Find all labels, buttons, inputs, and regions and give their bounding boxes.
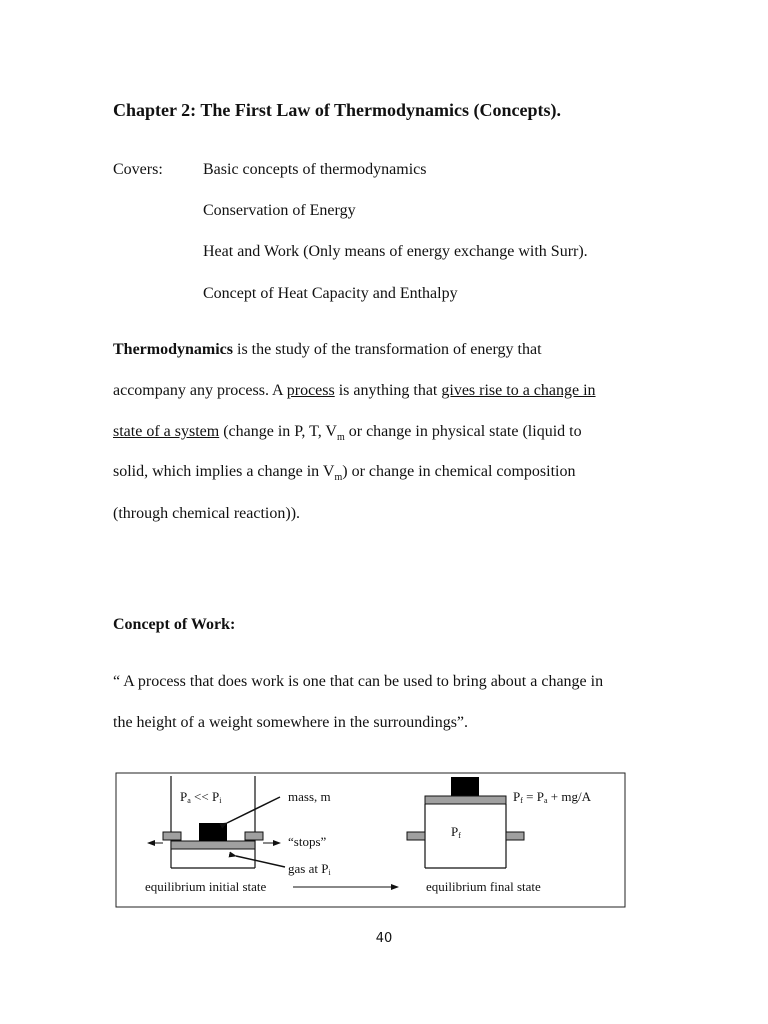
final-mass-block — [451, 777, 479, 796]
thermo-line-5: (through chemical reaction)). — [113, 505, 301, 522]
thermo-text: accompany any process. A — [113, 382, 287, 399]
thermo-term: Thermodynamics — [113, 341, 233, 358]
change-phrase: gives rise to a change in — [441, 382, 596, 399]
state-phrase: state of a system — [113, 423, 220, 440]
final-stop-right — [506, 832, 524, 840]
final-pressure-equation: Pf = Pa + mg/A — [513, 789, 591, 805]
mass-block — [199, 823, 227, 841]
covers-item: Concept of Heat Capacity and Enthalpy — [203, 285, 458, 302]
thermo-text: or change in physical state (liquid to — [344, 423, 582, 440]
stop-left — [163, 832, 181, 840]
final-state-diagram — [407, 777, 592, 894]
final-piston — [425, 796, 506, 804]
final-pressure-inner: Pf — [451, 824, 461, 840]
thermo-text: is the study of the transformation of energy that — [233, 341, 542, 358]
work-heading: Concept of Work: — [113, 616, 236, 633]
covers-label: Covers: — [113, 161, 163, 178]
chapter-title: Chapter 2: The First Law of Thermodynamics (Concepts). — [113, 100, 561, 120]
initial-state-diagram — [145, 776, 331, 894]
mass-pointer — [227, 797, 280, 823]
thermo-text: solid, which implies a change in V — [113, 463, 335, 480]
covers-item: Conservation of Energy — [203, 202, 356, 219]
covers-item: Heat and Work (Only means of energy exchange with Surr). — [203, 243, 588, 260]
initial-state-caption: equilibrium initial state — [145, 879, 267, 894]
final-stop-left — [407, 832, 425, 840]
process-term: process — [286, 382, 335, 399]
stops-label: “stops” — [288, 834, 327, 849]
thermo-text: (change in P, T, V — [219, 423, 337, 440]
piston — [171, 841, 255, 849]
work-quote-line-2: the height of a weight somewhere in the surroundings”. — [113, 714, 469, 731]
gas-pointer — [236, 856, 285, 867]
covers-item: Basic concepts of thermodynamics — [203, 161, 427, 178]
gas-label: gas at Pi — [288, 861, 331, 877]
stop-right — [245, 832, 263, 840]
pressure-relation-label: Pa << Pi — [180, 789, 222, 805]
thermo-text: ) or change in chemical composition — [342, 463, 576, 480]
subscript: m — [336, 432, 345, 444]
subscript: m — [334, 472, 343, 484]
final-state-caption: equilibrium final state — [426, 879, 541, 894]
mass-label: mass, m — [288, 789, 331, 804]
thermo-text: is anything that — [334, 382, 442, 399]
page-number: 40 — [375, 931, 393, 946]
work-quote-line-1: “ A process that does work is one that can be used to bring about a change in — [113, 673, 604, 690]
